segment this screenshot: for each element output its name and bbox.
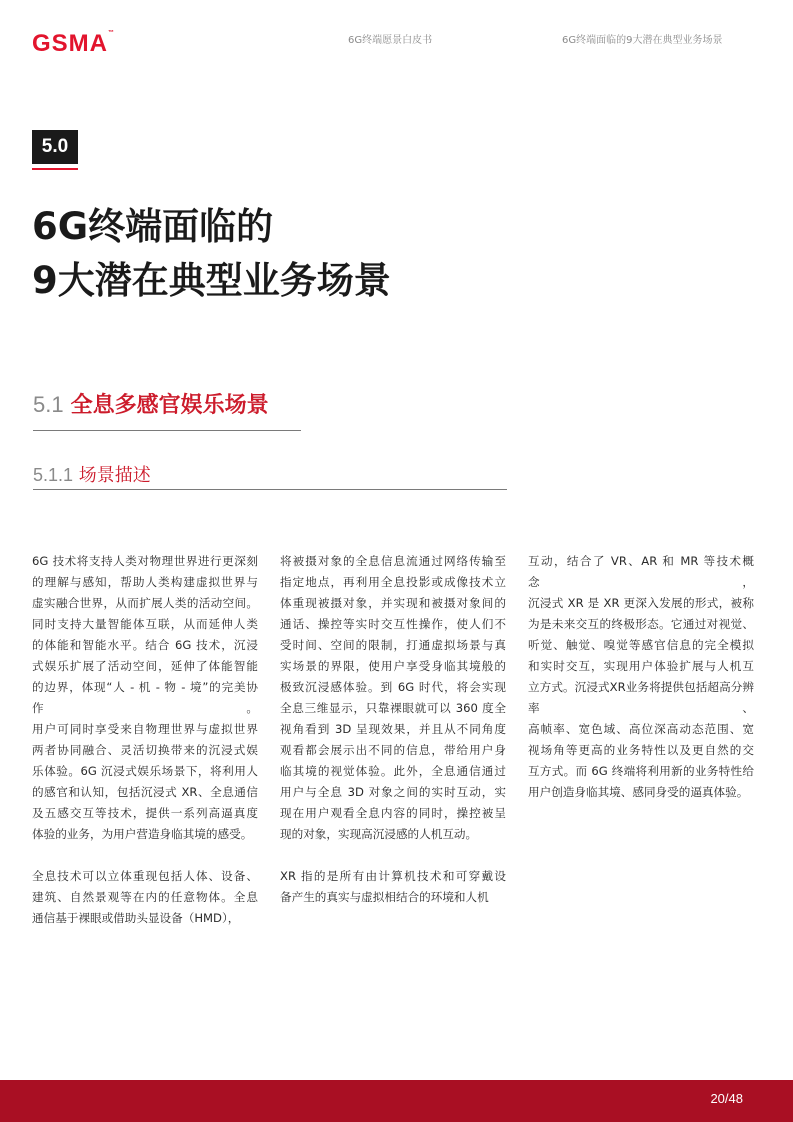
section-number-underline (32, 168, 78, 170)
body-text-line: 虚实融合世界，从而扩展人类的活动空间。 (32, 596, 258, 610)
subsubsection-number: 5.1.1 (33, 465, 74, 485)
body-text-line: 的感官和认知，包括沉浸式 XR、全息通信 (32, 785, 258, 799)
subsection-divider (33, 430, 301, 431)
footer-bar (0, 1080, 793, 1122)
body-text-line: 立方式。沉浸式XR业务将提供包括超高分辨率、 (528, 680, 754, 715)
body-text-line: 现的对象，实现高沉浸感的人机互动。 (280, 827, 478, 841)
body-text-line: 沉浸式 XR 是 XR 更深入发展的形式，被称 (528, 596, 754, 610)
body-text-line: 观看都会展示出不同的信息，带给用户身 (280, 743, 506, 757)
header-section-title: 6G终端面临的9大潜在典型业务场景 (562, 35, 723, 46)
body-text-line: 视场角等更高的业务特性以及更自然的交 (528, 743, 754, 757)
body-text-line: 全息三维显示，只靠裸眼就可以 360 度全 (280, 701, 506, 715)
body-text-line: 的边界，体现“人 - 机 - 物 - 境”的完美协作。 (32, 680, 258, 715)
body-text-line: 备产生的真实与虚拟相结合的环境和人机 (280, 890, 489, 904)
body-text-line: 为是未来交互的终极形态。它通过对视觉、 (528, 617, 754, 631)
body-text-line: 互动，结合了 VR、AR 和 MR 等技术概念， (528, 554, 754, 589)
body-text-line: 建筑、自然景观等在内的任意物体。全息 (32, 890, 258, 904)
body-text-line: 临其境的视觉体验。此外，全息通信通过 (280, 764, 506, 778)
body-text-line: 通信基于裸眼或借助头显设备（HMD）， (32, 911, 240, 925)
body-text-line: 高帧率、宽色域、高位深高动态范围、宽 (528, 722, 754, 736)
body-text-line: 乐体验。6G 沉浸式娱乐场景下，将利用人 (32, 764, 258, 778)
subsection-title: 全息多感官娱乐场景 (70, 393, 269, 418)
body-text-line: XR 指的是所有由计算机技术和可穿戴设 (280, 869, 506, 883)
subsubsection-heading (33, 461, 151, 487)
body-text-line: 用户可同时享受来自物理世界与虚拟世界 (32, 722, 258, 736)
body-text-line: 指定地点，再利用全息投影或成像技术立 (280, 575, 506, 589)
body-text-line: 将被摄对象的全息信息流通过网络传输至 (280, 554, 506, 568)
body-text-line: 的理解与感知，帮助人类构建虚拟世界与 (32, 575, 258, 589)
header-doc-title: 6G终端愿景白皮书 (348, 35, 433, 46)
gsma-logo: GSMA™ (32, 30, 114, 57)
body-text-line: 式娱乐扩展了活动空间，延伸了体能智能 (32, 659, 258, 673)
section-title-line-2: 9大潜在典型业务场景 (32, 259, 391, 302)
body-text-line: 极致沉浸感体验。到 6G 时代，将会实现 (280, 680, 506, 694)
body-text-line: 全息技术可以立体重现包括人体、设备、 (32, 869, 258, 883)
body-text-line: 视角看到 3D 呈现效果，并且从不同角度 (280, 722, 506, 736)
body-text-line: 通话、操控等实时交互性操作，使人们不 (280, 617, 506, 631)
body-text-line: 同时支持大量智能体互联，从而延伸人类 (32, 617, 258, 631)
body-text-line: 体验的业务，为用户营造身临其境的感受。 (32, 827, 253, 841)
section-title-line-1: 6G终端面临的 (32, 205, 274, 248)
body-text-line: 实场景的界限，使用户享受身临其境般的 (280, 659, 506, 673)
body-text-line: 现在用户观看全息内容的同时，操控被呈 (280, 806, 506, 820)
section-title (32, 200, 732, 308)
subsection-heading (33, 388, 269, 419)
subsubsection-title: 场景描述 (78, 465, 151, 486)
subsection-number: 5.1 (33, 392, 64, 417)
paragraph-gap (32, 845, 258, 866)
body-column-3 (528, 551, 754, 803)
subsubsection-divider (33, 489, 507, 490)
body-column-2 (280, 551, 506, 908)
body-column-1 (32, 551, 258, 929)
body-text-line: 互方式。而 6G 终端将利用新的业务特性给 (528, 764, 754, 778)
body-text-line: 和实时交互，实现用户体验扩展与人机互 (528, 659, 754, 673)
section-number-badge: 5.0 (32, 130, 78, 164)
paragraph-gap (280, 845, 506, 866)
body-text-line: 及五感交互等技术，提供一系列高逼真度 (32, 806, 258, 820)
body-text-line: 用户创造身临其境、感同身受的逼真体验。 (528, 785, 749, 799)
body-text-line: 体重现被摄对象，并实现和被摄对象间的 (280, 596, 506, 610)
page-number: 20/48 (710, 1091, 743, 1106)
body-text-line: 6G 技术将支持人类对物理世界进行更深刻 (32, 554, 258, 568)
body-text-line: 听觉、触觉、嗅觉等感官信息的完全模拟 (528, 638, 754, 652)
body-text-line: 的体能和智能水平。结合 6G 技术，沉浸 (32, 638, 258, 652)
body-text-line: 用户与全息 3D 对象之间的实时互动，实 (280, 785, 506, 799)
body-text-line: 两者协同融合、灵活切换带来的沉浸式娱 (32, 743, 258, 757)
body-text-line: 受时间、空间的限制，打通虚拟场景与真 (280, 638, 506, 652)
